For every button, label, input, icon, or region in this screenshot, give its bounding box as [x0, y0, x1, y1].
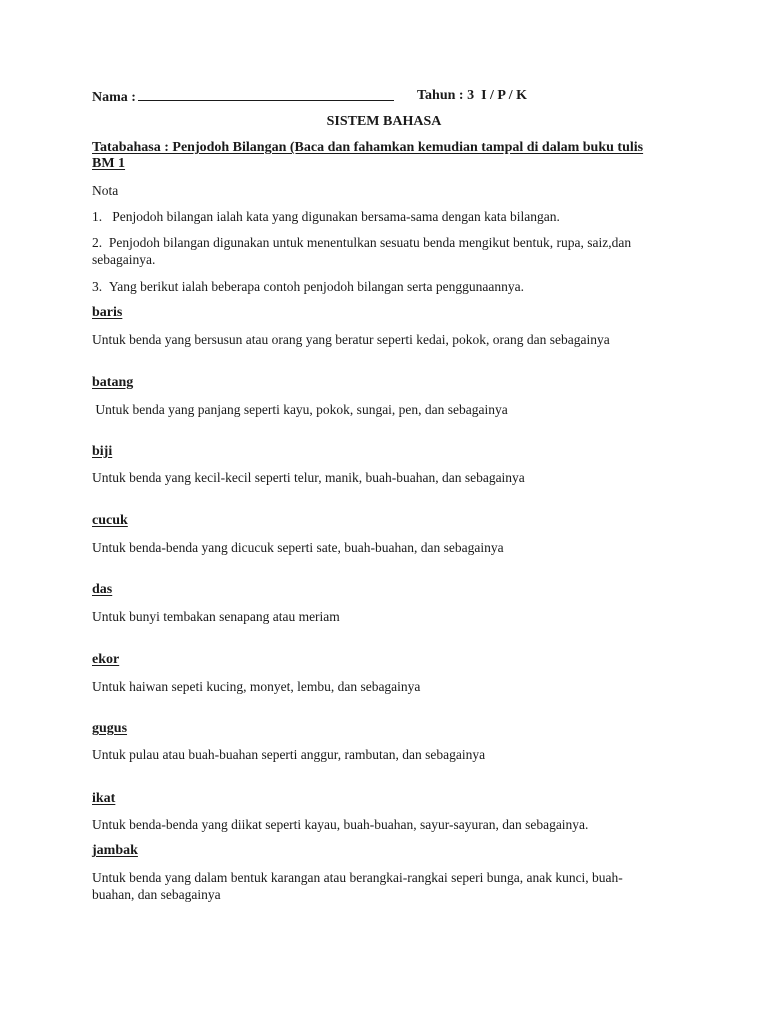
desc-jambak-continued: buahan, dan sebagainya [92, 887, 221, 902]
class-options: I / P / K [481, 88, 527, 103]
note-text: Penjodoh bilangan ialah kata yang digunakan bersama-sama dengan kata bilangan. [112, 209, 560, 224]
note-item-2-continued: sebagainya. [92, 252, 156, 267]
topic-line-1: Tatabahasa : Penjodoh Bilangan (Baca dan fahamkan kemudian tampal di dalam buku tulis [92, 140, 644, 155]
note-text: Yang berikut ialah beberapa contoh penjodoh bilangan serta penggunaannya. [108, 279, 524, 294]
note-item-1 [92, 208, 560, 226]
desc-batang: Untuk benda yang panjang seperti kayu, pokok, sungai, pen, dan sebagainya [92, 402, 508, 417]
term-baris: baris [92, 305, 123, 320]
term-ekor: ekor [92, 652, 120, 667]
name-label: Nama : [92, 90, 136, 105]
topic-line-2: BM 1 [92, 156, 126, 171]
term-cucuk: cucuk [92, 513, 128, 528]
desc-cucuk: Untuk benda-benda yang dicucuk seperti sate, buah-buahan, dan sebagainya [92, 540, 504, 555]
notes-heading: Nota [92, 183, 119, 198]
note-item-3 [92, 278, 524, 296]
desc-das: Untuk bunyi tembakan senapang atau meriam [92, 609, 340, 624]
page-title: SISTEM BAHASA [326, 114, 442, 129]
term-gugus: gugus [92, 721, 128, 736]
note-text: Penjodoh bilangan digunakan untuk menentulkan sesuatu benda mengikut bentuk, rupa, saiz,dan [108, 235, 632, 250]
name-field-row [92, 87, 394, 107]
term-biji: biji [92, 444, 113, 459]
desc-ikat: Untuk benda-benda yang diikat seperti kayau, buah-buahan, sayur-sayuran, dan sebagainya. [92, 817, 589, 832]
note-number: 2. [92, 235, 103, 250]
note-number: 1. [92, 209, 103, 224]
note-number: 3. [92, 279, 103, 294]
desc-baris: Untuk benda yang bersusun atau orang yang beratur seperti kedai, pokok, orang dan sebagainya [92, 332, 610, 347]
desc-gugus: Untuk pulau atau buah-buahan seperti anggur, rambutan, dan sebagainya [92, 747, 486, 762]
year-class-row [417, 87, 527, 105]
desc-ekor: Untuk haiwan sepeti kucing, monyet, lembu, dan sebagainya [92, 679, 421, 694]
term-ikat: ikat [92, 791, 116, 806]
note-item-2 [92, 234, 631, 252]
year-label: Tahun : 3 [417, 88, 475, 103]
term-batang: batang [92, 375, 134, 390]
desc-jambak: Untuk benda yang dalam bentuk karangan atau berangkai-rangkai seperi bunga, anak kunci, buah- [92, 870, 623, 885]
desc-biji: Untuk benda yang kecil-kecil seperti telur, manik, buah-buahan, dan sebagainya [92, 470, 525, 485]
term-das: das [92, 582, 113, 597]
name-blank-line [138, 87, 394, 101]
term-jambak: jambak [92, 843, 138, 858]
